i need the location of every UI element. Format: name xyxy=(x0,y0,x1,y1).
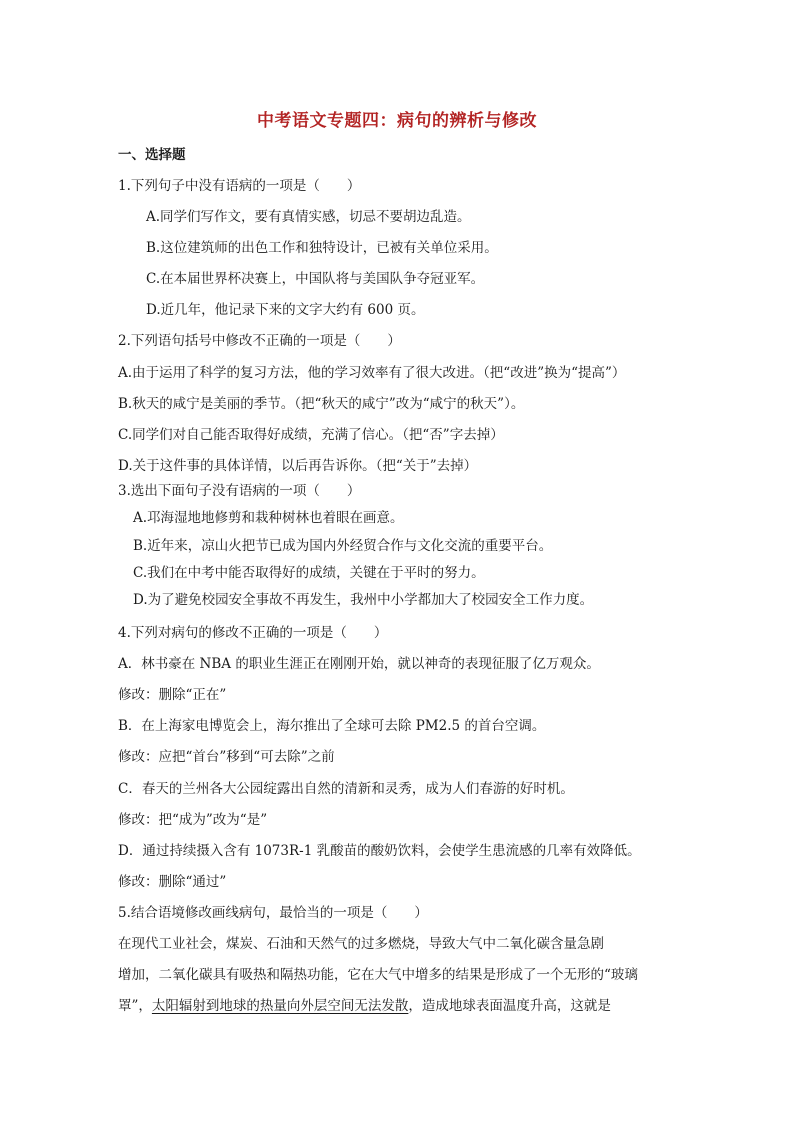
question-3-option-d: D.为了避免校园安全事故不再发生，我州中小学都加大了校园安全工作力度。 xyxy=(133,592,594,608)
section-heading: 一、选择题 xyxy=(118,147,186,163)
question-4-line: A．林书豪在 NBA 的职业生涯正在刚刚开始，就以神奇的表现征服了亿万观众。 xyxy=(118,656,600,672)
question-2-option-c: C.同学们对自己能否取得好成绩，充满了信心。（把“否”字去掉） xyxy=(118,427,504,443)
question-5-passage-line: 在现代工业社会，煤炭、石油和天然气的过多燃烧，导致大气中二氧化碳含量急剧 xyxy=(118,936,604,952)
question-4-line: C．春天的兰州各大公园绽露出自然的清新和灵秀，成为人们春游的好时机。 xyxy=(118,781,574,797)
question-5-passage-line xyxy=(118,996,611,1016)
question-2-option-b: B.秋天的咸宁是美丽的季节。（把“秋天的咸宁”改为“咸宁的秋天”）。 xyxy=(118,396,525,412)
question-4-line: 修改：删除“正在” xyxy=(118,687,227,703)
question-4-line: 修改：应把“首台”移到“可去除”之前 xyxy=(118,749,335,765)
page-title: 中考语文专题四：病句的辨析与修改 xyxy=(257,111,537,131)
question-4-line: D．通过持续摄入含有 1073R-1 乳酸苗的酸奶饮料，会使学生患流感的几率有效降低。 xyxy=(118,843,641,859)
question-1-option-c: C.在本届世界杯决赛上，中国队将与美国队争夺冠亚军。 xyxy=(146,271,485,287)
question-2-option-d: D.关于这件事的具体详情，以后再告诉你。（把“关于”去掉） xyxy=(118,458,478,474)
question-5-passage-line: 增加，二氧化碳具有吸热和隔热功能，它在大气中增多的结果是形成了一个无形的“玻璃 xyxy=(118,967,638,983)
question-3-option-c: C.我们在中考中能否取得好的成绩，关键在于平时的努力。 xyxy=(133,565,485,581)
question-1-option-a: A.同学们写作文，要有真情实感，切忌不要胡边乱造。 xyxy=(146,209,471,225)
question-2-option-a: A.由于运用了科学的复习方法，他的学习效率有了很大改进。（把“改进”换为“提高”） xyxy=(118,365,626,381)
question-3-stem: 3.选出下面句子没有语病的一项（ ） xyxy=(118,483,361,499)
question-1-stem: 1.下列句子中没有语病的一项是（ ） xyxy=(118,178,361,194)
question-3-option-a: A.邛海湿地地修剪和栽种树林也着眼在画意。 xyxy=(133,510,404,526)
underlined-sentence: 太阳辐射到地球的热量向外层空间无法发散 xyxy=(151,998,409,1014)
question-4-line: 修改：把“成为”改为“是” xyxy=(118,812,268,828)
question-4-line: B．在上海家电博览会上，海尔推出了全球可去除 PM2.5 的首台空调。 xyxy=(118,718,546,734)
question-4-stem: 4.下列对病句的修改不正确的一项是（ ） xyxy=(118,625,388,641)
passage-text: 罩”， xyxy=(118,998,152,1014)
passage-text: ，造成地球表面温度升高，这就是 xyxy=(408,998,611,1014)
question-2-stem: 2.下列语句括号中修改不正确的一项是（ ） xyxy=(118,333,401,349)
question-5-stem: 5.结合语境修改画线病句，最恰当的一项是（ ） xyxy=(118,905,428,921)
question-1-option-b: B.这位建筑师的出色工作和独特设计，已被有关单位采用。 xyxy=(146,240,498,256)
question-4-line: 修改：删除“通过” xyxy=(118,874,227,890)
question-3-option-b: B.近年来，凉山火把节已成为国内外经贸合作与文化交流的重要平台。 xyxy=(133,538,553,554)
question-1-option-d: D.近几年，他记录下来的文字大约有 600 页。 xyxy=(146,302,425,318)
